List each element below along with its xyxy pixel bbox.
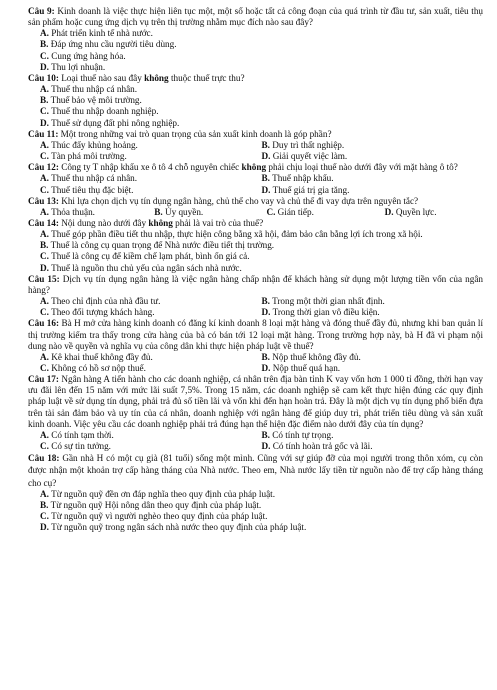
answer-option[interactable] xyxy=(40,151,262,162)
option-letter: D. xyxy=(261,151,271,162)
question-13 xyxy=(28,196,483,218)
answer-option[interactable] xyxy=(28,263,483,274)
option-letter: D. xyxy=(40,262,49,273)
option-text: Giải quyết việc làm. xyxy=(272,151,348,162)
option-letter: B. xyxy=(261,173,270,184)
answer-option[interactable] xyxy=(28,95,483,106)
option-text: Thuế là công cụ để kiềm chế lạm phát, bình ổn giá cả. xyxy=(51,251,250,262)
answer-option[interactable] xyxy=(28,489,483,500)
option-letter: A. xyxy=(40,229,49,240)
answer-option[interactable] xyxy=(262,140,484,151)
answer-option[interactable] xyxy=(262,352,484,363)
option-letter: B. xyxy=(40,240,49,251)
question-number: Câu 13: xyxy=(28,195,59,206)
answer-option[interactable] xyxy=(262,173,484,184)
option-text: Thuế là công cụ quan trọng để Nhà nước điều tiết thị trường. xyxy=(50,240,275,251)
answer-option[interactable] xyxy=(40,430,262,441)
question-15 xyxy=(28,274,483,319)
option-letter: C. xyxy=(40,307,49,318)
option-letter: D. xyxy=(261,307,271,318)
answer-option[interactable] xyxy=(40,441,262,452)
option-letter: C. xyxy=(40,184,49,195)
option-letter: A. xyxy=(40,351,49,362)
question-number: Câu 17: xyxy=(28,374,59,385)
option-letter: B. xyxy=(40,39,49,50)
option-text: Có tính tự trọng. xyxy=(272,429,334,440)
option-letter: D. xyxy=(40,522,49,533)
option-letter: B. xyxy=(40,95,49,106)
answer-option[interactable] xyxy=(40,363,262,374)
option-text: Duy trì thất nghiệp. xyxy=(272,139,345,150)
answer-option[interactable] xyxy=(28,51,483,62)
answer-option[interactable] xyxy=(262,185,484,196)
option-letter: C. xyxy=(40,50,49,61)
options-row xyxy=(28,185,483,196)
option-text: Thuế nhập khẩu. xyxy=(272,173,334,184)
option-letter: B. xyxy=(261,139,270,150)
answer-option[interactable] xyxy=(40,296,262,307)
answer-option[interactable] xyxy=(262,307,484,318)
question-text: Một trong những vai trò quan trọng của sản xuất kinh doanh là góp phần? xyxy=(60,128,332,139)
answer-option[interactable] xyxy=(28,229,483,240)
question-number: Câu 18: xyxy=(28,453,60,464)
options-row xyxy=(28,207,483,218)
option-text: Thuế giá trị gia tăng. xyxy=(272,184,350,195)
answer-option[interactable] xyxy=(28,511,483,522)
question-stem xyxy=(28,73,483,84)
option-text: Thuế tiêu thụ đặc biệt. xyxy=(51,184,134,195)
question-text: Khi lựa chọn dịch vụ tín dụng ngân hàng, chủ thể cho vay và chủ thể đi vay dựa trên nguyên tắc? xyxy=(61,195,419,206)
answer-option[interactable] xyxy=(385,207,483,218)
answer-option[interactable] xyxy=(40,173,262,184)
option-text: Thỏa thuận. xyxy=(51,206,95,217)
option-text: Thúc đẩy khủng hoảng. xyxy=(51,139,138,150)
option-text: Cung ứng hàng hóa. xyxy=(51,50,126,61)
question-12 xyxy=(28,162,483,195)
option-letter: D. xyxy=(261,184,271,195)
answer-option[interactable] xyxy=(40,185,262,196)
option-text: Từ nguồn quỹ trong ngân sách nhà nước theo quy định của pháp luật. xyxy=(51,522,307,533)
answer-option[interactable] xyxy=(28,28,483,39)
keyword-emphasis: không xyxy=(144,72,169,83)
question-number: Câu 14: xyxy=(28,217,59,228)
question-16 xyxy=(28,318,483,374)
question-17 xyxy=(28,374,483,452)
answer-option[interactable] xyxy=(28,84,483,95)
option-text: Thuế bảo vệ môi trường. xyxy=(50,95,142,106)
option-letter: A. xyxy=(40,206,49,217)
question-stem xyxy=(28,452,483,489)
options-row xyxy=(28,441,483,452)
option-text: Theo chỉ định của nhà đầu tư. xyxy=(51,296,161,307)
options-row xyxy=(28,151,483,162)
answer-option[interactable] xyxy=(28,240,483,251)
option-text: Quyền lực. xyxy=(395,206,437,217)
option-letter: D. xyxy=(261,441,271,452)
options-row xyxy=(28,352,483,363)
option-text: Thuế là nguồn thu chủ yếu của ngân sách nhà nước. xyxy=(51,262,242,273)
option-text: Theo đối tượng khách hàng. xyxy=(51,307,155,318)
answer-option[interactable] xyxy=(28,106,483,117)
answer-option[interactable] xyxy=(28,62,483,73)
question-stem xyxy=(28,318,483,351)
question-text: phải là vai trò của thuế? xyxy=(175,217,264,228)
option-text: Thuế sử dụng đất phi nông nghiệp. xyxy=(51,117,180,128)
question-number: Câu 15: xyxy=(28,273,60,284)
question-11 xyxy=(28,129,483,162)
question-text: Dịch vụ tín dụng ngân hàng là việc ngân hàng chấp nhận để khách hàng sử dụng một lượng tiền vốn của ngân hàng? xyxy=(28,273,483,295)
option-letter: B. xyxy=(261,429,270,440)
options-row xyxy=(28,296,483,307)
question-stem xyxy=(28,129,483,140)
option-text: Có tính tạm thời. xyxy=(51,429,114,440)
option-letter: C. xyxy=(40,106,49,117)
question-stem xyxy=(28,196,483,207)
option-text: Thu lợi nhuận. xyxy=(51,61,106,72)
option-text: Thuế góp phần điều tiết thu nhập, thực hiện công bằng xã hội, đảm bảo cân bằng lợi ích trong xã hội. xyxy=(51,229,423,240)
answer-option[interactable] xyxy=(262,430,484,441)
answer-option[interactable] xyxy=(28,251,483,262)
question-stem xyxy=(28,274,483,296)
question-number: Câu 11: xyxy=(28,128,59,139)
option-text: Có tính hoàn trả gốc và lãi. xyxy=(272,441,373,452)
answer-option[interactable] xyxy=(28,118,483,129)
option-letter: B. xyxy=(261,351,270,362)
question-stem xyxy=(28,6,483,28)
option-text: Từ nguồn quỹ đền ơn đáp nghĩa theo quy định của pháp luật. xyxy=(51,488,275,499)
option-letter: C. xyxy=(40,441,49,452)
keyword-emphasis: không xyxy=(148,217,173,228)
question-text: Ngân hàng A tiến hành cho các doanh nghiệp, cá nhân trên địa bàn tỉnh K vay vốn hơn 1 000 tỉ đồng, thời hạn vay ưu đãi lên đến 15 năm với mức lãi suất 7,5%. Trong 15 năm, các doanh nghiệp sẽ cam kết thực hiện đúng các quy định pháp luật về sử dụng tín dụng, phải trả đủ số tiền lãi và vốn khi đến hạn hoàn trả. Đây là một dịch vụ tín dụng phổ biến đựa trên tài sản đảm bảo và uy tín của cá nhân, doanh nghiệp với ngân hàng để giúp duy trì, phát triển tiêu dùng và sản xuất kinh doanh. Việc yêu cầu các doanh nghiệp phải trả đúng hạn thể hiện đặc điểm nào dưới đây của tín dụng? xyxy=(28,374,483,429)
options-row xyxy=(28,430,483,441)
answer-option[interactable] xyxy=(28,522,483,533)
option-letter: A. xyxy=(40,139,49,150)
option-letter: C. xyxy=(266,206,276,217)
question-text: Bà H mở cửa hàng kinh doanh có đăng kí kinh doanh 8 loại mặt hàng và đóng thuế đầy đủ, nhưng khi ban quản lí thị trường kiểm tra thấy trong cửa hàng của bà có bán tới 12 loại mặt hàng. Trong trường hợp này, bà H đã vi phạm nội dung nào về quyền và nghĩa vụ của công dân khi thực hiện pháp luật về thuế? xyxy=(28,318,483,351)
answer-option[interactable] xyxy=(40,207,154,218)
option-text: Đáp ứng nhu cầu người tiêu dùng. xyxy=(50,39,177,50)
answer-option[interactable] xyxy=(154,207,266,218)
option-letter: C. xyxy=(40,363,49,373)
option-text: Phát triển kinh tế nhà nước. xyxy=(51,28,153,39)
option-text: Trong một thời gian nhất định. xyxy=(272,296,385,307)
question-text: Công ty T nhập khẩu xe ô tô 4 chỗ nguyên chiếc xyxy=(61,162,240,173)
option-letter: D. xyxy=(384,206,394,217)
question-text: Nội dung nào dưới đây xyxy=(61,217,147,228)
option-text: Ủy quyền. xyxy=(164,206,204,217)
answer-option[interactable] xyxy=(262,441,484,452)
answer-option[interactable] xyxy=(262,363,484,374)
option-text: Nộp thuế quá hạn. xyxy=(272,363,341,373)
option-letter: D. xyxy=(40,117,49,128)
options-row xyxy=(28,307,483,318)
option-letter: A. xyxy=(40,296,49,307)
option-text: Gián tiếp. xyxy=(277,206,314,217)
option-text: Thuế thu nhập doanh nghiệp. xyxy=(51,106,159,117)
option-letter: B. xyxy=(154,206,163,217)
option-text: Kê khai thuế không đầy đủ. xyxy=(51,351,153,362)
option-letter: C. xyxy=(40,511,49,522)
option-letter: C. xyxy=(40,251,49,262)
option-text: Thuế thu nhập cá nhân. xyxy=(51,84,138,95)
answer-option[interactable] xyxy=(262,296,484,307)
options-row xyxy=(28,173,483,184)
options-row xyxy=(28,363,483,374)
question-text: thuộc thuế trực thu? xyxy=(170,72,245,83)
option-letter: B. xyxy=(40,500,49,511)
option-letter: B. xyxy=(261,296,270,307)
question-text: phải chịu loại thuế nào dưới đây với mặt hàng ô tô? xyxy=(268,162,458,173)
question-14 xyxy=(28,218,483,274)
question-text: Loại thuế nào sau đây xyxy=(61,72,142,83)
question-9 xyxy=(28,6,483,73)
option-text: Tàn phá môi trường. xyxy=(51,151,127,162)
answer-option[interactable] xyxy=(28,39,483,50)
answer-option[interactable] xyxy=(262,151,484,162)
question-stem xyxy=(28,218,483,229)
option-text: Nộp thuế không đầy đủ. xyxy=(272,351,361,362)
option-letter: C. xyxy=(40,151,49,162)
answer-option[interactable] xyxy=(266,207,384,218)
answer-option[interactable] xyxy=(28,500,483,511)
question-number: Câu 16: xyxy=(28,318,60,329)
option-text: Từ nguồn quỹ Hội nông dân theo quy định của pháp luật. xyxy=(50,500,262,511)
option-letter: A. xyxy=(40,488,49,499)
answer-option[interactable] xyxy=(40,307,262,318)
answer-option[interactable] xyxy=(40,140,262,151)
question-stem xyxy=(28,162,483,173)
question-stem xyxy=(28,374,483,430)
question-text: Kinh doanh là việc thực hiện liên tục một, một số hoặc tất cả công đoạn của quá trình từ đầu tư, sản xuất, tiêu thụ sản phẩm hoặc cung ứng dịch vụ trên thị trường nhằm mục đích nào sau đây? xyxy=(28,6,484,28)
option-letter: A. xyxy=(40,28,49,39)
option-letter: A. xyxy=(40,173,49,184)
question-number: Câu 9: xyxy=(28,6,55,16)
option-text: Có sự tin tưởng. xyxy=(51,441,111,452)
option-letter: A. xyxy=(40,84,49,95)
question-number: Câu 12: xyxy=(28,162,59,173)
options-row xyxy=(28,140,483,151)
option-letter: A. xyxy=(40,429,49,440)
keyword-emphasis: không xyxy=(241,162,267,173)
option-letter: D. xyxy=(40,61,49,72)
question-number: Câu 10: xyxy=(28,72,59,83)
answer-option[interactable] xyxy=(40,352,262,363)
option-text: Không có hồ sơ nộp thuế. xyxy=(51,363,146,373)
option-letter: D. xyxy=(261,363,271,373)
option-text: Từ nguồn quỹ vì người nghèo theo quy định của pháp luật. xyxy=(51,511,268,522)
option-text: Trong thời gian vô điều kiện. xyxy=(272,307,380,318)
option-text: Thuế thu nhập cá nhân. xyxy=(51,173,138,184)
question-10 xyxy=(28,73,483,129)
question-18 xyxy=(28,452,483,533)
question-text: Gần nhà H có một cụ già (81 tuổi) sống một mình. Cũng với sự giúp đỡ của mọi người trong thôn xóm, cụ còn được nhận một khoản trợ cấp hàng tháng của Nhà nước. Theo em, Nhà nước lấy tiền từ nguồn nào để trợ cấp hàng tháng cho cụ? xyxy=(28,453,483,488)
